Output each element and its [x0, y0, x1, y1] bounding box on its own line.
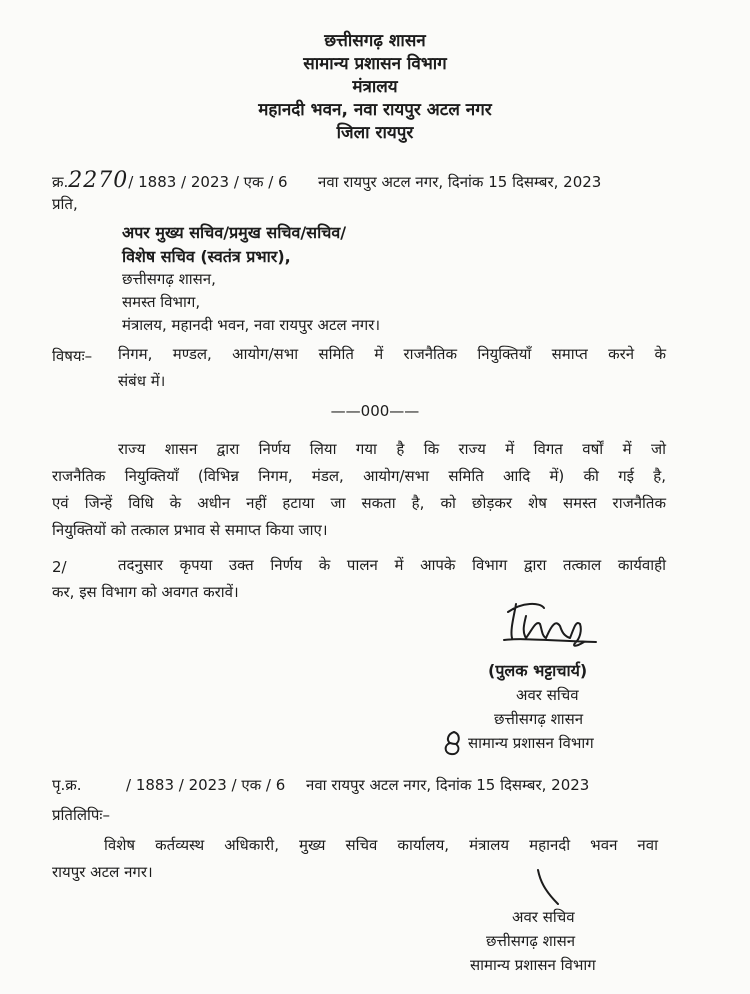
paragraph-1-line-1: राज्य शासन द्वारा निर्णय लिया गया है कि राज्य में विगत वर्षों में जो [118, 440, 666, 458]
reference-place-date: नवा रायपुर अटल नगर, दिनांक 15 दिसम्बर, 2023 [318, 173, 602, 191]
addressee-label: प्रति, [52, 195, 78, 213]
addressee-line-2: विशेष सचिव (स्वतंत्र प्रभार), [122, 247, 291, 266]
addressee-line-3: छत्तीसगढ़ शासन, [122, 270, 216, 288]
copy-signatory-designation: अवर सचिव [512, 908, 575, 926]
header-building: महानदी भवन, नवा रायपुर अटल नगर [258, 100, 492, 120]
addressee-line-1: अपर मुख्य सचिव/प्रमुख सचिव/सचिव/ [122, 223, 347, 242]
paragraph-1-line-2: राजनैतिक नियुक्तियाँ (विभिन्न निगम, मंडल, आयोग/सभा समिति आदि में) की गई है, [52, 467, 666, 485]
signatory-name: (पुलक भट्टाचार्य) [488, 661, 588, 680]
signatory-department: सामान्य प्रशासन विभाग [468, 734, 594, 752]
signature [500, 594, 610, 654]
addressee-line-5: मंत्रालय, महानदी भवन, नवा रायपुर अटल नगर। [122, 316, 381, 334]
separator: ——000—— [330, 402, 420, 420]
subject-line-1: निगम, मण्डल, आयोग/सभा समिति में राजनैतिक नियुक्तियाँ समाप्त करने के [118, 345, 666, 363]
addressee-line-4: समस्त विभाग, [122, 293, 201, 311]
subject-label: विषयः– [52, 347, 93, 365]
reference-file-number: / 1883 / 2023 / एक / 6 [128, 173, 288, 191]
copy-reference-prefix: पृ.क्र. [52, 776, 82, 794]
copy-label: प्रतिलिपिः– [52, 806, 110, 824]
copy-recipient-line-1: विशेष कर्तव्यस्थ अधिकारी, मुख्य सचिव कार्यालय, मंत्रालय महानदी भवन नवा [104, 836, 658, 854]
signatory-government: छत्तीसगढ़ शासन [494, 710, 584, 728]
paragraph-1-line-3: एवं जिन्हें विधि के अधीन नहीं हटाया जा सकता है, को छोड़कर शेष समस्त राजनैतिक [52, 494, 666, 512]
paragraph-1 [52, 436, 666, 544]
handwritten-mark-icon [442, 730, 464, 756]
paragraph-2-line-1: तदनुसार कृपया उक्त निर्णय के पालन में आपके विभाग द्वारा तत्काल कार्यवाही [118, 556, 666, 574]
copy-recipient-line-2: रायपुर अटल नगर। [52, 863, 153, 881]
handwritten-reference-number: 2270 [68, 168, 129, 193]
initial-mark [528, 866, 568, 910]
subject-line-2: संबंध में। [118, 372, 166, 390]
signatory-designation: अवर सचिव [516, 686, 579, 704]
header-department: सामान्य प्रशासन विभाग [303, 54, 447, 74]
header-government: छत्तीसगढ़ शासन [324, 31, 426, 51]
reference-prefix: क्र. [52, 173, 69, 191]
copy-reference-place-date: नवा रायपुर अटल नगर, दिनांक 15 दिसम्बर, 2023 [306, 776, 590, 794]
copy-signatory-department: सामान्य प्रशासन विभाग [470, 956, 596, 974]
header-district: जिला रायपुर [336, 123, 414, 143]
paragraph-2-number: 2/ [52, 558, 67, 576]
paragraph-1-line-4: नियुक्तियों को तत्काल प्रभाव से समाप्त किया जाए। [52, 521, 328, 539]
subject-text [118, 341, 666, 395]
reference-number [52, 170, 288, 193]
copy-reference-number: / 1883 / 2023 / एक / 6 [126, 776, 286, 794]
copy-signatory-government: छत्तीसगढ़ शासन [486, 932, 576, 950]
header-ministry: मंत्रालय [352, 77, 398, 97]
paragraph-2-line-2: कर, इस विभाग को अवगत करावें। [52, 583, 239, 601]
